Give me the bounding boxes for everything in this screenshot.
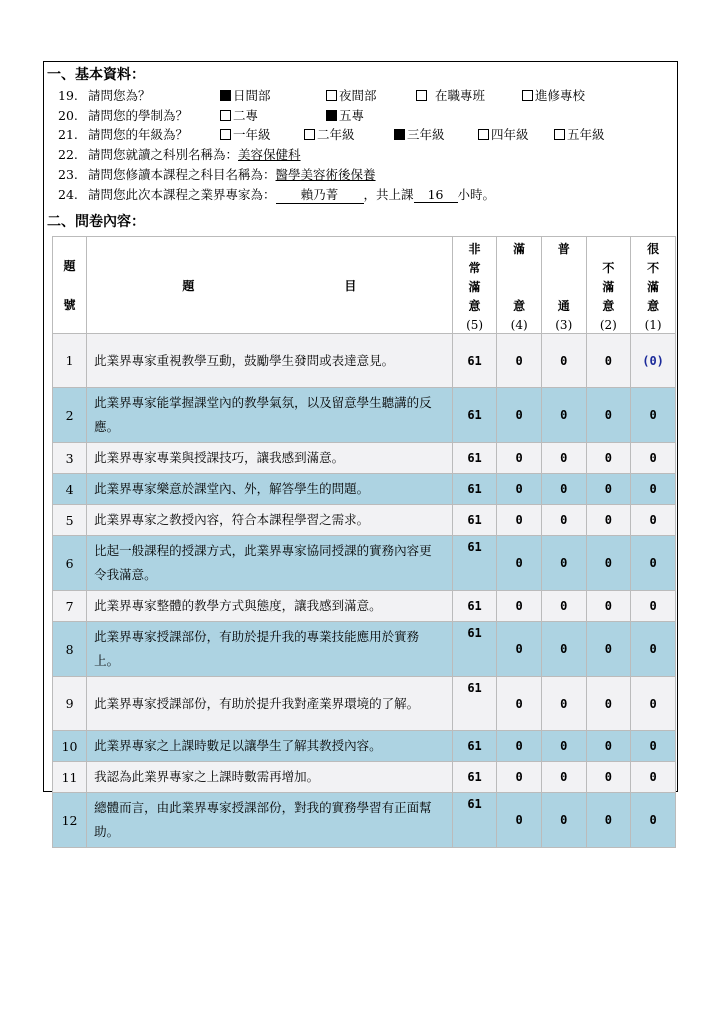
department-answer: 美容保健科: [238, 147, 301, 162]
checkbox[interactable]: [220, 129, 231, 140]
section-basic-title: 一、基本資料：: [47, 67, 145, 83]
survey-table: [52, 236, 676, 848]
header-topic: 題 目: [87, 237, 453, 334]
survey-form: [43, 61, 678, 839]
checkbox[interactable]: [304, 129, 315, 140]
table-row: 11 我認為此業界專家之上課時數需再增加。 61 0 0 0 0: [53, 762, 676, 793]
option-two-year[interactable]: 二專: [220, 106, 258, 124]
question-21: 21. 請問您的年級為？: [58, 127, 189, 142]
table-row: 10 此業界專家之上課時數足以讓學生了解其教授內容。 61 0 0 0 0: [53, 731, 676, 762]
section-survey-title: 二、問卷內容：: [47, 214, 145, 230]
option-grade-2[interactable]: 二年級: [304, 125, 355, 143]
table-row: 2 此業界專家能掌握課堂內的教學氣氛，以及留意學生聽講的反應。 61 0 0 0 0: [53, 388, 676, 443]
option-grade-4[interactable]: 四年級: [478, 125, 529, 143]
checkbox[interactable]: [478, 129, 489, 140]
checkbox[interactable]: [326, 90, 337, 101]
course-answer: 醫學美容術後保養: [275, 167, 376, 182]
checkbox-checked[interactable]: [394, 129, 405, 140]
table-row: 6 比起一般課程的授課方式，此業界專家協同授課的實務內容更令我滿意。 61 0 0 0 0: [53, 536, 676, 591]
option-day-division[interactable]: 日間部: [220, 86, 271, 104]
option-night-division[interactable]: 夜間部: [326, 86, 377, 104]
option-five-year[interactable]: 五專: [326, 106, 364, 124]
checkbox[interactable]: [522, 90, 533, 101]
header-dissatisfied: 不 滿 意 (2): [586, 237, 631, 334]
table-header-row: [53, 237, 676, 334]
question-24: 24. 請問您此次本課程之業界專家為： 賴乃菁 ，共上課 16 小時。: [58, 187, 496, 202]
table-row: 7 此業界專家整體的教學方式與態度，讓我感到滿意。 61 0 0 0 0: [53, 591, 676, 622]
option-continuing-ed[interactable]: 進修專校: [522, 86, 585, 104]
table-row: 12 總體而言，由此業界專家授課部份，對我的實務學習有正面幫助。 61 0 0 0 0: [53, 793, 676, 848]
table-row: 5 此業界專家之教授內容，符合本課程學習之需求。 61 0 0 0 0: [53, 505, 676, 536]
option-grade-3[interactable]: 三年級: [394, 125, 445, 143]
question-19: 19. 請問您為？: [58, 88, 151, 103]
table-row: 4 此業界專家樂意於課堂內、外，解答學生的問題。 61 0 0 0 0: [53, 474, 676, 505]
question-23: 23. 請問您修讀本課程之科目名稱為：醫學美容術後保養: [58, 167, 376, 182]
checkbox-checked[interactable]: [220, 90, 231, 101]
question-22: 22. 請問您就讀之科別名稱為：美容保健科: [58, 147, 301, 162]
table-row: 9 此業界專家授課部份，有助於提升我對產業界環境的了解。 61 0 0 0 0: [53, 677, 676, 731]
option-grade-5[interactable]: 五年級: [554, 125, 605, 143]
table-row: 8 此業界專家授課部份，有助於提升我的專業技能應用於實務上。 61 0 0 0 0: [53, 622, 676, 677]
table-row: 3 此業界專家專業與授課技巧，讓我感到滿意。 61 0 0 0 0: [53, 443, 676, 474]
header-number: 題 號: [53, 237, 87, 334]
question-20: 20. 請問您的學制為？: [58, 108, 189, 123]
expert-answer: 賴乃菁: [276, 185, 364, 204]
hours-answer: 16: [414, 187, 458, 203]
option-grade-1[interactable]: 一年級: [220, 125, 271, 143]
option-in-service[interactable]: 在職專班: [416, 86, 485, 104]
header-very-dissatisfied: 很 不 滿 意 (1): [631, 237, 676, 334]
table-row: 1 此業界專家重視教學互動，鼓勵學生發問或表達意見。 61 0 0 0 (0): [53, 334, 676, 388]
checkbox[interactable]: [554, 129, 565, 140]
header-neutral: 普 通 (3): [541, 237, 586, 334]
header-satisfied: 滿 意 (4): [497, 237, 542, 334]
checkbox-checked[interactable]: [326, 110, 337, 121]
checkbox[interactable]: [220, 110, 231, 121]
header-very-satisfied: 非 常 滿 意 (5): [452, 237, 497, 334]
checkbox[interactable]: [416, 90, 427, 101]
